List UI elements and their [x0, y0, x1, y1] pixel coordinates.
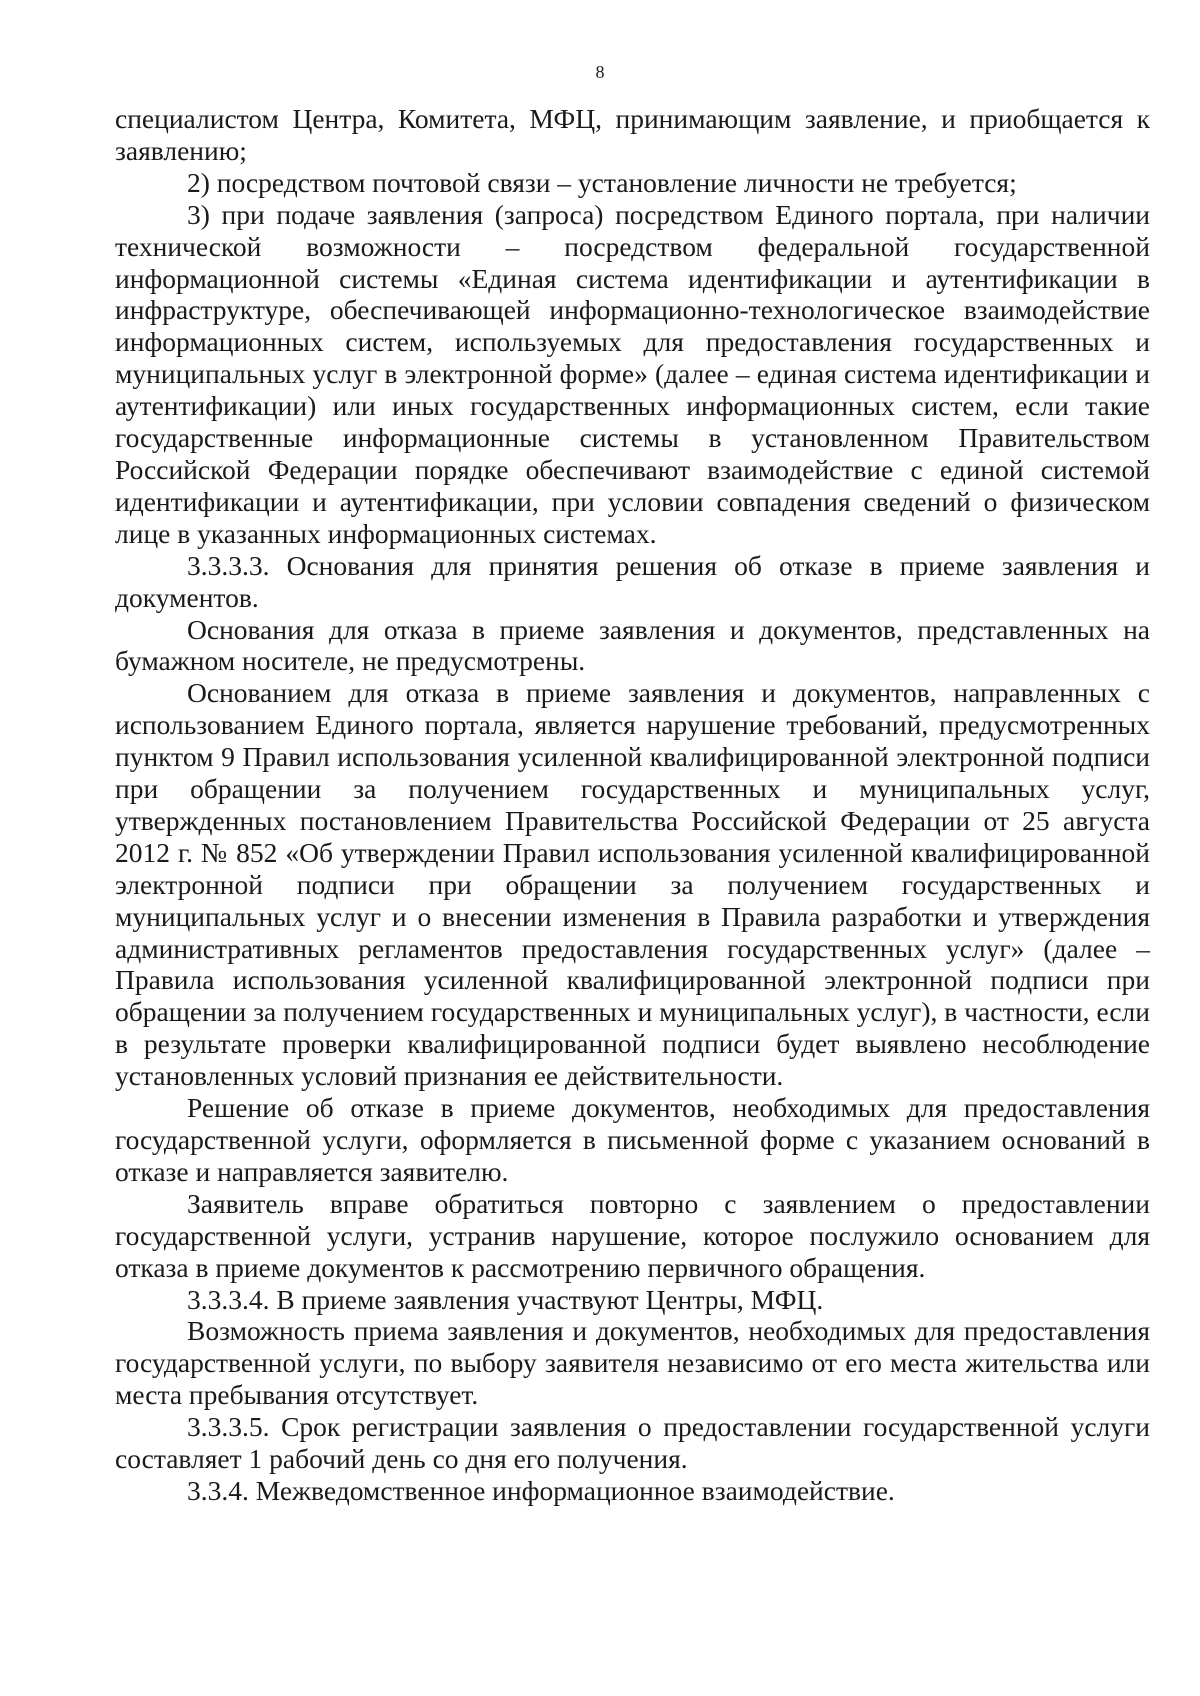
paragraph-4: 3.3.3.3. Основания для принятия решения об отказе в приеме заявления и документов. [115, 549, 1150, 613]
paragraph-12: 3.3.4. Межведомственное информационное взаимодействие. [187, 1474, 895, 1506]
paragraph-11: 3.3.3.5. Срок регистрации заявления о предоставлении государственной услуги составляет 1 рабочий день со дня его получения. [115, 1411, 1150, 1475]
paragraph-8: Заявитель вправе обратиться повторно с заявлением о предоставлении государственной услуги, устранив нарушение, которое послужило основанием для отказа в приеме документов к рассмотрению первичного обращения. [115, 1187, 1150, 1283]
page-number: 8 [595, 62, 605, 82]
paragraph-3: 3) при подаче заявления (запроса) посредством Единого портала, при наличии технической возможности – посредством федеральной государственной информационной системы «Единая система идентификации и аутентификации в инфраструктуре, обеспечивающей информационно-технологическое взаимодействие информационных систем, используемых для предоставления государственных и муниципальных услуг в электронной форме» (далее – единая система идентификации и аутентификации) или иных государственных информационных систем, если такие государственные информационные системы в установленном Правительством Российской Федерации порядке обеспечивают взаимодействие с единой системой идентификации и аутентификации, при условии совпадения сведений о физическом лице в указанных информационных системах. [115, 198, 1150, 549]
paragraph-9: 3.3.3.4. В приеме заявления участвуют Центры, МФЦ. [187, 1283, 824, 1315]
document-body [115, 103, 1150, 1507]
paragraph-6: Основанием для отказа в приеме заявления и документов, направленных с использованием Единого портала, является нарушение требований, предусмотренных пунктом 9 Правил использования усиленной квалифицированной электронной подписи при обращении за получением государственных и муниципальных услуг, утвержденных постановлением Правительства Российской Федерации от 25 августа 2012 г. № 852 «Об утверждении Правил использования усиленной квалифицированной электронной подписи при обращении за получением государственных и муниципальных услуг и о внесении изменения в Правила разработки и утверждения административных регламентов предоставления государственных услуг» (далее – Правила использования усиленной квалифицированной электронной подписи при обращении за получением государственных и муниципальных услуг), в частности, если в результате проверки квалифицированной подписи будет выявлено несоблюдение установленных условий признания ее действительности. [115, 677, 1150, 1092]
paragraph-1: специалистом Центра, Комитета, МФЦ, принимающим заявление, и приобщается к заявлению; [115, 103, 1150, 166]
paragraph-5: Основания для отказа в приеме заявления и документов, представленных на бумажном носителе, не предусмотрены. [115, 613, 1150, 677]
paragraph-7: Решение об отказе в приеме документов, необходимых для предоставления государственной услуги, оформляется в письменной форме с указанием оснований в отказе и направляется заявителю. [115, 1092, 1150, 1187]
paragraph-2: 2) посредством почтовой связи – установление личности не требуется; [187, 166, 1017, 198]
paragraph-10: Возможность приема заявления и документов, необходимых для предоставления государственной услуги, по выбору заявителя независимо от его места жительства или места пребывания отсутствует. [115, 1315, 1150, 1411]
